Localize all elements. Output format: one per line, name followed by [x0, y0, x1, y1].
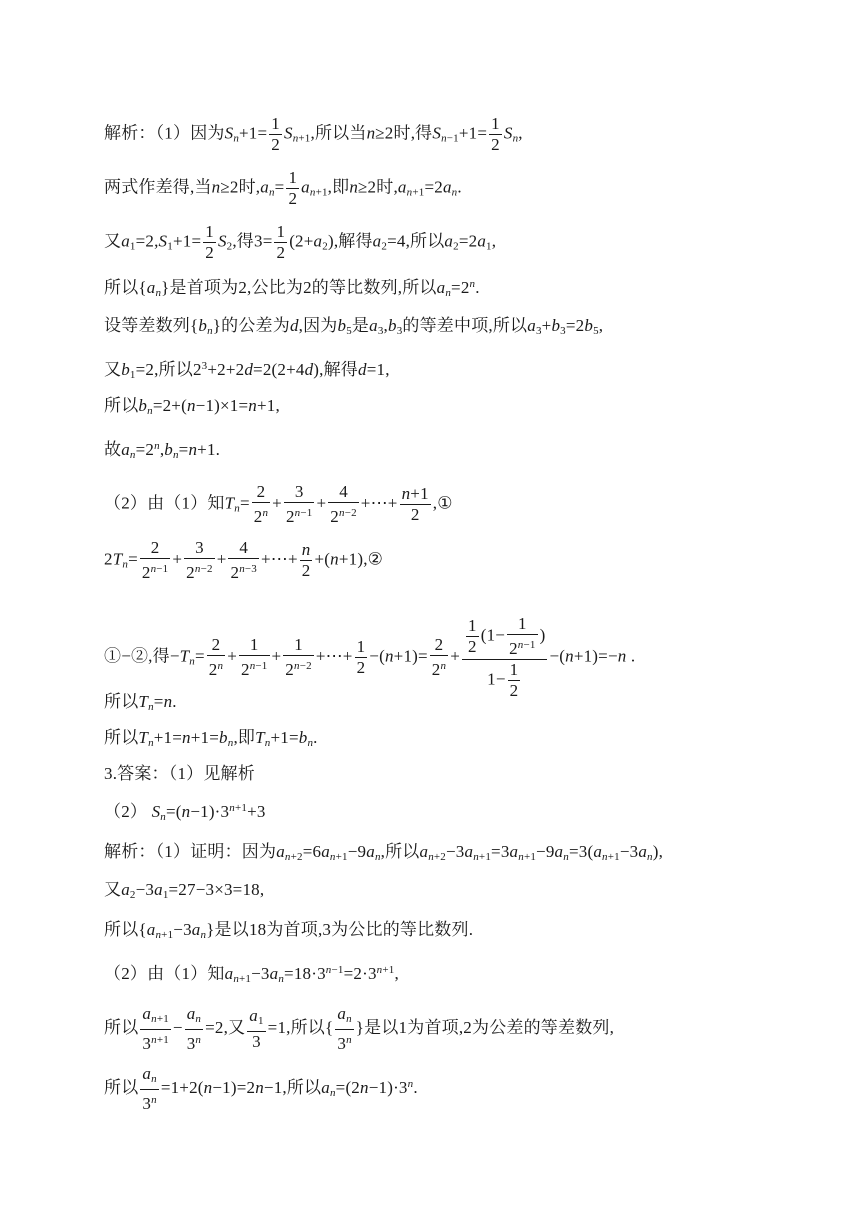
- solution-line: 所以$\{a_{n+1}-3a_n\}$是以18为首项,3为公比的等比数列.: [104, 920, 474, 941]
- solution-line: 设等差数列$\{b_n\}$的公差为d,因为$b_5$是$a_3,b_3$的等差中项,所以$a_3+b_3=2b_5$,: [104, 316, 604, 337]
- solution-line: 所以$\{a_n\}$是首项为2,公比为2的等比数列,所以$a_n=2^n$.: [104, 278, 480, 299]
- solution-line: 解析：（1）因为$S_n+1=$ $\frac{1}{2}$ $S_{n+1}$,所以当n≥2时,得$S_{n-1}+1=$ $\frac{1}{2}$ $S_n$,: [104, 114, 523, 154]
- solution-line: 又$a_2-3a_1=27-3\times 3=18$,: [104, 880, 265, 901]
- solution-line: （2）由（1）知$T_n=$ $\frac{2}{2^n}$ + $\frac{3}{2^{n-1}}$ + $\frac{4}{2^{n-2}}$ +⋯+ $\frac{n+1}{2}$ ,①: [104, 482, 453, 526]
- solution-line: 所以 $\frac{a_{n+1}}{3^{n+1}}$ − $\frac{a_n}{3^n}$ =2,又 $\frac{a_1}{3}$ =1,所以{ $\frac{a_n}{3^n}$ }是以1为首项,2为公差的等差数列,: [104, 1004, 615, 1053]
- solution-line: 又$a_1=2,S_1+1=$ $\frac{1}{2}$ $S_2$,得3= $\frac{1}{2}$ $(2+a_2)$,解得$a_2=4$,所以$a_2=2a_1$,: [104, 222, 497, 262]
- answer-heading: 3.答案：（1）见解析: [104, 764, 255, 783]
- solution-line: （2） $S_n=(n-1)\cdot 3^{n+1}+3$: [104, 802, 266, 823]
- solution-line: 故$a_n=2^n,b_n=n+1$.: [104, 440, 221, 461]
- solution-line: 所以$b_n=2+(n-1)\times 1=n+1$,: [104, 396, 280, 417]
- solution-line: $2T_n=$ $\frac{2}{2^{n-1}}$ + $\frac{3}{2^{n-2}}$ + $\frac{4}{2^{n-3}}$ +⋯+ $\frac{n}{2}$ +(n+1),②: [104, 538, 384, 582]
- solution-line: 所以 $\frac{a_n}{3^n}$ =1+2(n−1)=2n−1,所以$a_n=(2n-1)\cdot 3^n$.: [104, 1064, 418, 1113]
- solution-line: 两式作差得,当n≥2时$,a_n=$ $\frac{1}{2}$ $a_{n+1}$,即n≥2时$,a_{n+1}=2a_n$.: [104, 168, 462, 208]
- solution-line: 又$b_1=2$,所以$2^3+2+2d=2(2+4d)$,解得d=1,: [104, 360, 390, 381]
- solution-line: 所以$T_n+1=n+1=b_n$,即$T_n+1=b_n$.: [104, 728, 318, 749]
- solution-line: ①−②,得$-T_n=$ $\frac{2}{2^n}$ + $\frac{1}{2^{n-1}}$ + $\frac{1}{2^{n-2}}$ +⋯+ $\frac{1}{2}$ −(n+1)= $\frac{2}{2^n}$ + $\frac{1}{2}$ (1− $\frac{1}{2^{n-1}}$ ) 1− $\frac{1}{2}$ −(n+1)=−n .: [104, 614, 636, 700]
- solution-line: 所以$T_n=n$.: [104, 692, 177, 713]
- solution-line: （2）由（1）知$a_{n+1}-3a_n=18\cdot 3^{n-1}=2\cdot 3^{n+1}$,: [104, 964, 399, 985]
- solution-line: 解析：（1）证明：因为$a_{n+2}=6a_{n+1}-9a_n$,所以$a_{n+2}-3a_{n+1}=3a_{n+1}-9a_n=3(a_{n+1}-3a_n)$,: [104, 842, 664, 863]
